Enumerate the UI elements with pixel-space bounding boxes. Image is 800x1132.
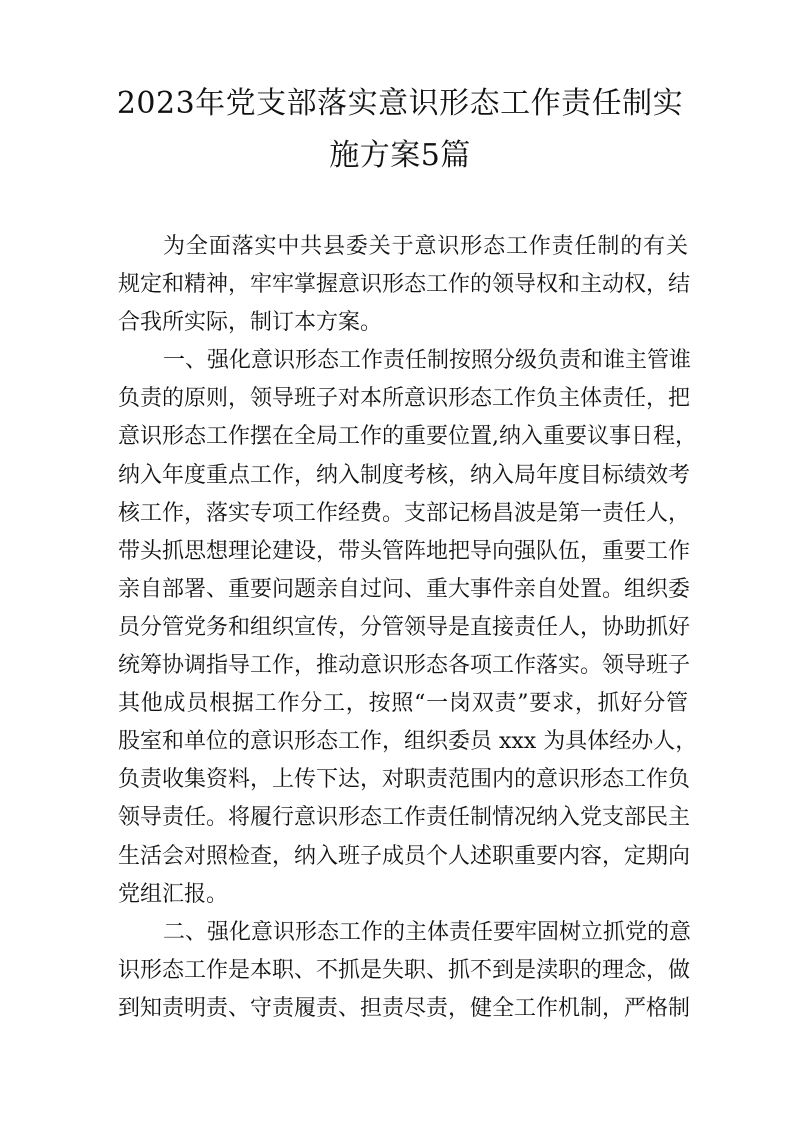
text-line: 为全面落实中共县委关于意识形态工作责任制的有关 (163, 234, 688, 259)
paragraph-section-2 (118, 914, 692, 1028)
text-line: 员分管党务和组织宣传，分管领导是直接责任人，协助抓好 (118, 614, 691, 640)
text-line: 识形态工作是本职、不抓是失职、抓不到是渎职的理念，做 (118, 957, 691, 983)
text-line: 统筹协调指导工作，推动意识形态各项工作落实。领导班子 (118, 653, 691, 679)
text-line: 核工作，落实专项工作经费。支部记杨昌波是第一责任人， (118, 500, 691, 526)
text-line: 领导责任。将履行意识形态工作责任制情况纳入党支部民主 (118, 805, 691, 831)
text-line: 生活会对照检查，纳入班子成员个人述职重要内容，定期向 (118, 843, 691, 869)
text-line: 意识形态工作摆在全局工作的重要位置,纳入重要议事日程， (118, 424, 697, 450)
text-line: 亲自部署、重要问题亲自过问、重大事件亲自处置。组织委 (118, 576, 691, 602)
text-line: 规定和精神，牢牢掌握意识形态工作的领导权和主动权，结 (118, 272, 691, 298)
document-title (100, 78, 700, 182)
title-line-1: 2023年党支部落实意识形态工作责任制实 (116, 86, 684, 121)
text-line: 二、强化意识形态工作的主体责任要牢固树立抓党的意 (163, 919, 692, 945)
paragraph-section-1 (118, 342, 698, 913)
document-body (118, 228, 698, 1028)
text-line: 到知责明责、守责履责、担责尽责，健全工作机制，严格制 (118, 995, 691, 1021)
text-line: 带头抓思想理论建设，带头管阵地把导向强队伍，重要工作 (118, 538, 691, 564)
text-line: 其他成员根据工作分工，按照“一岗双责”要求，抓好分管 (118, 691, 688, 717)
paragraph-intro (118, 228, 691, 342)
text-line: 党组汇报。 (118, 881, 229, 907)
text-line: 负责收集资料，上传下达，对职责范围内的意识形态工作负 (118, 767, 691, 793)
text-line: 股室和单位的意识形态工作，组织委员 xxx 为具体经办人， (118, 729, 698, 755)
title-line-2: 施方案5篇 (329, 138, 471, 173)
text-line: 一、强化意识形态工作责任制按照分级负责和谁主管谁 (163, 348, 692, 374)
text-line: 纳入年度重点工作，纳入制度考核，纳入局年度目标绩效考 (118, 462, 691, 488)
text-line: 负责的原则，领导班子对本所意识形态工作负主体责任，把 (118, 386, 691, 412)
text-line: 合我所实际，制订本方案。 (118, 310, 383, 336)
